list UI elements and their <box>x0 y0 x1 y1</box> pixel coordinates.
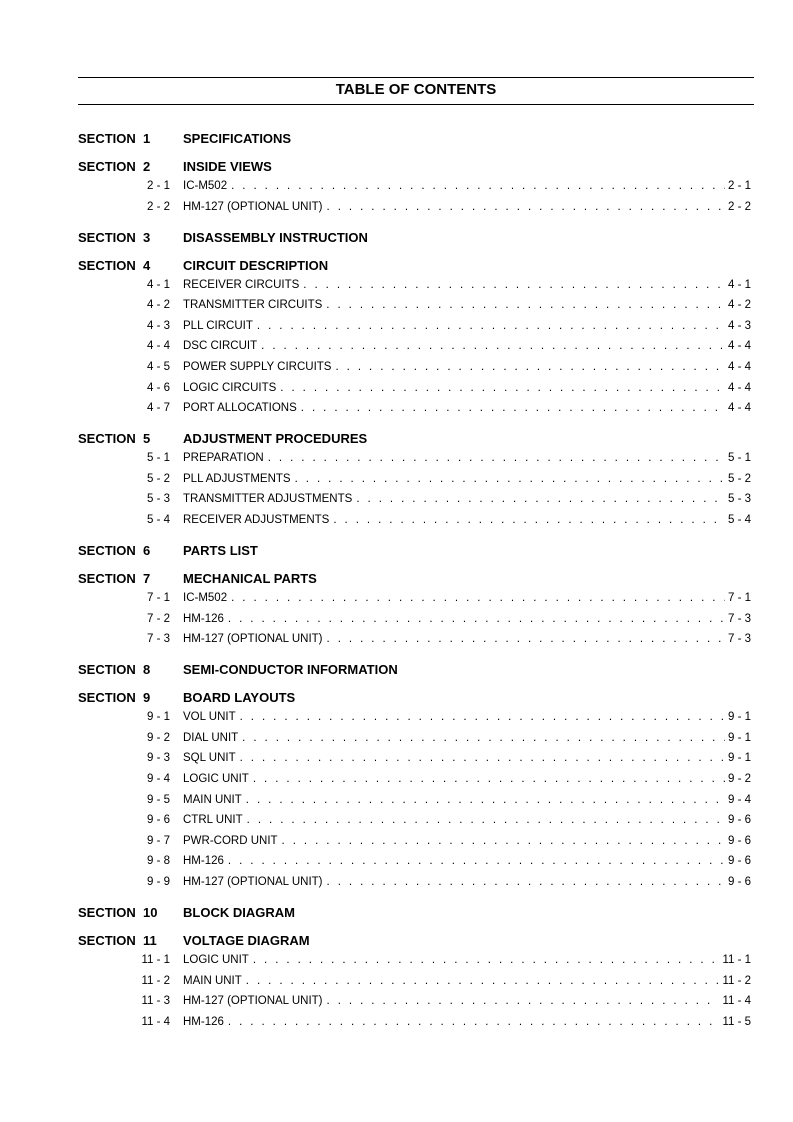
section-word: SECTION <box>78 690 136 706</box>
toc-entry[interactable] <box>0 452 793 468</box>
toc-entry[interactable] <box>0 473 793 489</box>
entry-title: PREPARATION <box>183 452 264 465</box>
section-word: SECTION <box>78 571 136 586</box>
toc-entry[interactable] <box>0 954 793 970</box>
section-number: 4 <box>143 257 151 273</box>
entry-title: HM-126 <box>183 1015 224 1028</box>
entry-page: 9 - 2 <box>727 773 751 785</box>
entry-title: HM-127 (OPTIONAL UNIT) <box>183 876 323 888</box>
section-title: ADJUSTMENT PROCEDURES <box>183 431 368 447</box>
bottom-rule <box>78 104 754 105</box>
section-heading[interactable] <box>0 905 793 923</box>
section-heading[interactable] <box>0 571 793 589</box>
entry-title: HM-126 <box>183 855 224 868</box>
section-word: SECTION <box>78 662 136 678</box>
toc-entry[interactable] <box>0 592 793 608</box>
section-heading[interactable] <box>0 690 793 708</box>
entry-number: 2 - 2 <box>146 200 170 213</box>
toc-entry[interactable] <box>0 814 793 830</box>
section-title: BLOCK DIAGRAM <box>183 905 295 920</box>
entry-page: 7 - 3 <box>727 612 751 625</box>
dot-leader <box>253 773 725 785</box>
entry-title: LOGIC UNIT <box>183 954 249 966</box>
section-word: SECTION <box>78 159 136 174</box>
section-number: 11 <box>143 933 157 948</box>
entry-title: MAIN UNIT <box>183 974 242 987</box>
section-number: 3 <box>143 229 151 245</box>
dot-leader <box>282 835 725 847</box>
entry-page: 5 - 2 <box>727 472 751 485</box>
section-number: 2 <box>143 159 151 174</box>
dot-leader <box>257 320 725 332</box>
entry-page: 11 - 4 <box>722 995 751 1008</box>
entry-page: 4 - 4 <box>727 381 751 394</box>
entry-title: RECEIVER ADJUSTMENTS <box>183 514 330 526</box>
dot-leader <box>268 452 725 464</box>
entry-page: 4 - 4 <box>727 402 751 415</box>
dot-leader <box>240 752 725 764</box>
section-number: 8 <box>143 662 151 678</box>
toc-entry[interactable] <box>0 794 793 810</box>
entry-title: IC-M502 <box>183 592 228 604</box>
toc-entry[interactable] <box>0 732 793 748</box>
section-heading[interactable] <box>0 933 793 951</box>
entry-number: 2 - 1 <box>146 180 170 192</box>
dot-leader <box>231 592 725 604</box>
entry-title: HM-127 (OPTIONAL UNIT) <box>183 633 323 646</box>
entry-page: 9 - 1 <box>727 711 751 724</box>
top-rule <box>78 77 754 78</box>
entry-number: 9 - 1 <box>146 711 170 724</box>
toc-entry[interactable] <box>0 320 793 336</box>
entry-page: 2 - 1 <box>727 180 751 192</box>
entry-page: 9 - 6 <box>727 834 751 847</box>
entry-title: IC-M502 <box>183 180 228 192</box>
entry-page: 7 - 1 <box>727 592 751 604</box>
entry-number: 7 - 2 <box>146 612 170 625</box>
dot-leader <box>326 299 725 311</box>
section-heading[interactable] <box>0 662 793 680</box>
entry-number: 4 - 2 <box>146 299 170 312</box>
section-title: INSIDE VIEWS <box>183 159 272 174</box>
entry-page: 11 - 5 <box>722 1015 751 1028</box>
dot-leader <box>242 732 725 744</box>
dot-leader <box>327 633 725 645</box>
entry-title: PORT ALLOCATIONS <box>183 402 297 415</box>
toc-entry[interactable] <box>0 1016 793 1032</box>
section-word: SECTION <box>78 131 136 146</box>
entry-title: DSC CIRCUIT <box>183 340 258 353</box>
entry-number: 4 - 7 <box>146 402 170 415</box>
toc-entry[interactable] <box>0 201 793 217</box>
entry-number: 4 - 4 <box>146 340 170 353</box>
toc-entry[interactable] <box>0 402 793 418</box>
section-word: SECTION <box>78 257 136 273</box>
entry-number: 9 - 7 <box>146 834 170 847</box>
toc-entry[interactable] <box>0 361 793 377</box>
toc-entry[interactable] <box>0 995 793 1011</box>
entry-page: 5 - 4 <box>727 514 751 526</box>
entry-number: 4 - 6 <box>146 381 170 394</box>
section-number: 5 <box>143 431 151 447</box>
entry-page: 9 - 4 <box>727 793 751 806</box>
entry-page: 2 - 2 <box>727 200 751 213</box>
section-word: SECTION <box>78 431 136 447</box>
entry-number: 4 - 1 <box>146 278 170 291</box>
section-title: SPECIFICATIONS <box>183 131 292 146</box>
section-number: 10 <box>143 905 158 920</box>
entry-title: LOGIC UNIT <box>183 773 249 785</box>
dot-leader <box>246 975 720 987</box>
toc-entry[interactable] <box>0 299 793 315</box>
dot-leader <box>261 340 725 352</box>
section-title: CIRCUIT DESCRIPTION <box>183 257 329 273</box>
dot-leader <box>303 279 725 291</box>
section-word: SECTION <box>78 229 136 245</box>
dot-leader <box>356 493 725 505</box>
entry-number: 4 - 3 <box>146 319 170 332</box>
section-heading[interactable] <box>0 543 793 561</box>
dot-leader <box>240 711 725 723</box>
toc-entry[interactable] <box>0 340 793 356</box>
section-heading[interactable] <box>0 258 793 276</box>
entry-page: 4 - 4 <box>727 340 751 353</box>
section-word: SECTION <box>78 933 136 948</box>
entry-title: PLL CIRCUIT <box>183 319 253 332</box>
dot-leader <box>246 794 725 806</box>
entry-page: 9 - 1 <box>727 752 751 765</box>
entry-number: 11 - 3 <box>141 995 170 1008</box>
entry-title: PWR-CORD UNIT <box>183 834 278 847</box>
entry-number: 5 - 2 <box>146 472 170 485</box>
entry-title: SQL UNIT <box>183 752 236 765</box>
dot-leader <box>247 814 725 826</box>
entry-number: 9 - 5 <box>146 793 170 806</box>
entry-page: 9 - 6 <box>727 814 751 827</box>
section-title: SEMI-CONDUCTOR INFORMATION <box>183 662 398 678</box>
entry-number: 9 - 4 <box>146 773 170 785</box>
entry-page: 11 - 1 <box>722 954 751 966</box>
dot-leader <box>228 1016 720 1028</box>
entry-number: 7 - 1 <box>146 592 170 604</box>
toc-entry[interactable] <box>0 633 793 649</box>
section-word: SECTION <box>78 905 136 920</box>
dot-leader <box>253 954 720 966</box>
entry-number: 5 - 4 <box>146 514 170 526</box>
entry-title: CTRL UNIT <box>183 814 243 827</box>
dot-leader <box>327 876 725 888</box>
toc-entry[interactable] <box>0 279 793 295</box>
entry-number: 9 - 3 <box>146 752 170 765</box>
entry-title: TRANSMITTER CIRCUITS <box>183 299 323 312</box>
entry-title: POWER SUPPLY CIRCUITS <box>183 361 332 373</box>
entry-number: 5 - 1 <box>146 452 170 465</box>
dot-leader <box>327 201 725 213</box>
entry-title: DIAL UNIT <box>183 731 239 744</box>
entry-number: 9 - 2 <box>146 731 170 744</box>
section-title: DISASSEMBLY INSTRUCTION <box>183 229 368 245</box>
toc-entry[interactable] <box>0 180 793 196</box>
toc-entry[interactable] <box>0 835 793 851</box>
entry-page: 5 - 3 <box>727 493 751 506</box>
section-number: 6 <box>143 543 151 558</box>
dot-leader <box>327 995 720 1007</box>
section-number: 7 <box>143 571 151 586</box>
entry-page: 4 - 3 <box>727 319 751 332</box>
section-title: BOARD LAYOUTS <box>183 690 296 706</box>
entry-title: TRANSMITTER ADJUSTMENTS <box>183 493 353 506</box>
toc-entry[interactable] <box>0 752 793 768</box>
entry-page: 9 - 6 <box>727 876 751 888</box>
section-word: SECTION <box>78 543 136 558</box>
dot-leader <box>231 180 725 192</box>
dot-leader <box>295 473 725 485</box>
section-heading[interactable] <box>0 131 793 149</box>
entry-page: 9 - 1 <box>727 731 751 744</box>
section-title: PARTS LIST <box>183 543 258 558</box>
toc-entry[interactable] <box>0 514 793 530</box>
entry-page: 4 - 1 <box>727 278 751 291</box>
entry-number: 4 - 5 <box>146 361 170 373</box>
toc-entry[interactable] <box>0 711 793 727</box>
entry-number: 11 - 2 <box>141 974 170 987</box>
toc-entry[interactable] <box>0 876 793 892</box>
entry-page: 7 - 3 <box>727 633 751 646</box>
dot-leader <box>335 361 725 373</box>
dot-leader <box>333 514 725 526</box>
entry-number: 11 - 1 <box>141 954 170 966</box>
section-heading[interactable] <box>0 230 793 248</box>
entry-page: 11 - 2 <box>722 974 751 987</box>
section-heading[interactable] <box>0 431 793 449</box>
section-heading[interactable] <box>0 159 793 177</box>
section-title: VOLTAGE DIAGRAM <box>183 933 310 948</box>
toc-entry[interactable] <box>0 382 793 398</box>
entry-number: 9 - 6 <box>146 814 170 827</box>
toc-entry[interactable] <box>0 613 793 629</box>
entry-page: 4 - 4 <box>727 361 751 373</box>
toc-entry[interactable] <box>0 975 793 991</box>
entry-title: HM-127 (OPTIONAL UNIT) <box>183 995 323 1008</box>
entry-title: MAIN UNIT <box>183 793 242 806</box>
dot-leader <box>228 855 725 867</box>
toc-entry[interactable] <box>0 493 793 509</box>
entry-page: 9 - 6 <box>727 855 751 868</box>
section-number: 9 <box>143 690 151 706</box>
entry-title: HM-127 (OPTIONAL UNIT) <box>183 200 323 213</box>
section-number: 1 <box>143 131 151 146</box>
entry-page: 5 - 1 <box>727 452 751 465</box>
entry-number: 9 - 9 <box>146 876 170 888</box>
entry-title: PLL ADJUSTMENTS <box>183 472 291 485</box>
page-title: TABLE OF CONTENTS <box>335 81 497 98</box>
dot-leader <box>228 613 725 625</box>
toc-entry[interactable] <box>0 855 793 871</box>
entry-number: 7 - 3 <box>146 633 170 646</box>
entry-title: VOL UNIT <box>183 711 236 724</box>
entry-number: 5 - 3 <box>146 493 170 506</box>
entry-title: HM-126 <box>183 612 224 625</box>
entry-number: 11 - 4 <box>141 1015 170 1028</box>
toc-entry[interactable] <box>0 773 793 789</box>
dot-leader <box>301 402 725 414</box>
entry-title: LOGIC CIRCUITS <box>183 381 277 394</box>
section-title: MECHANICAL PARTS <box>183 571 317 586</box>
dot-leader <box>280 382 725 394</box>
entry-title: RECEIVER CIRCUITS <box>183 278 300 291</box>
entry-page: 4 - 2 <box>727 299 751 312</box>
entry-number: 9 - 8 <box>146 855 170 868</box>
